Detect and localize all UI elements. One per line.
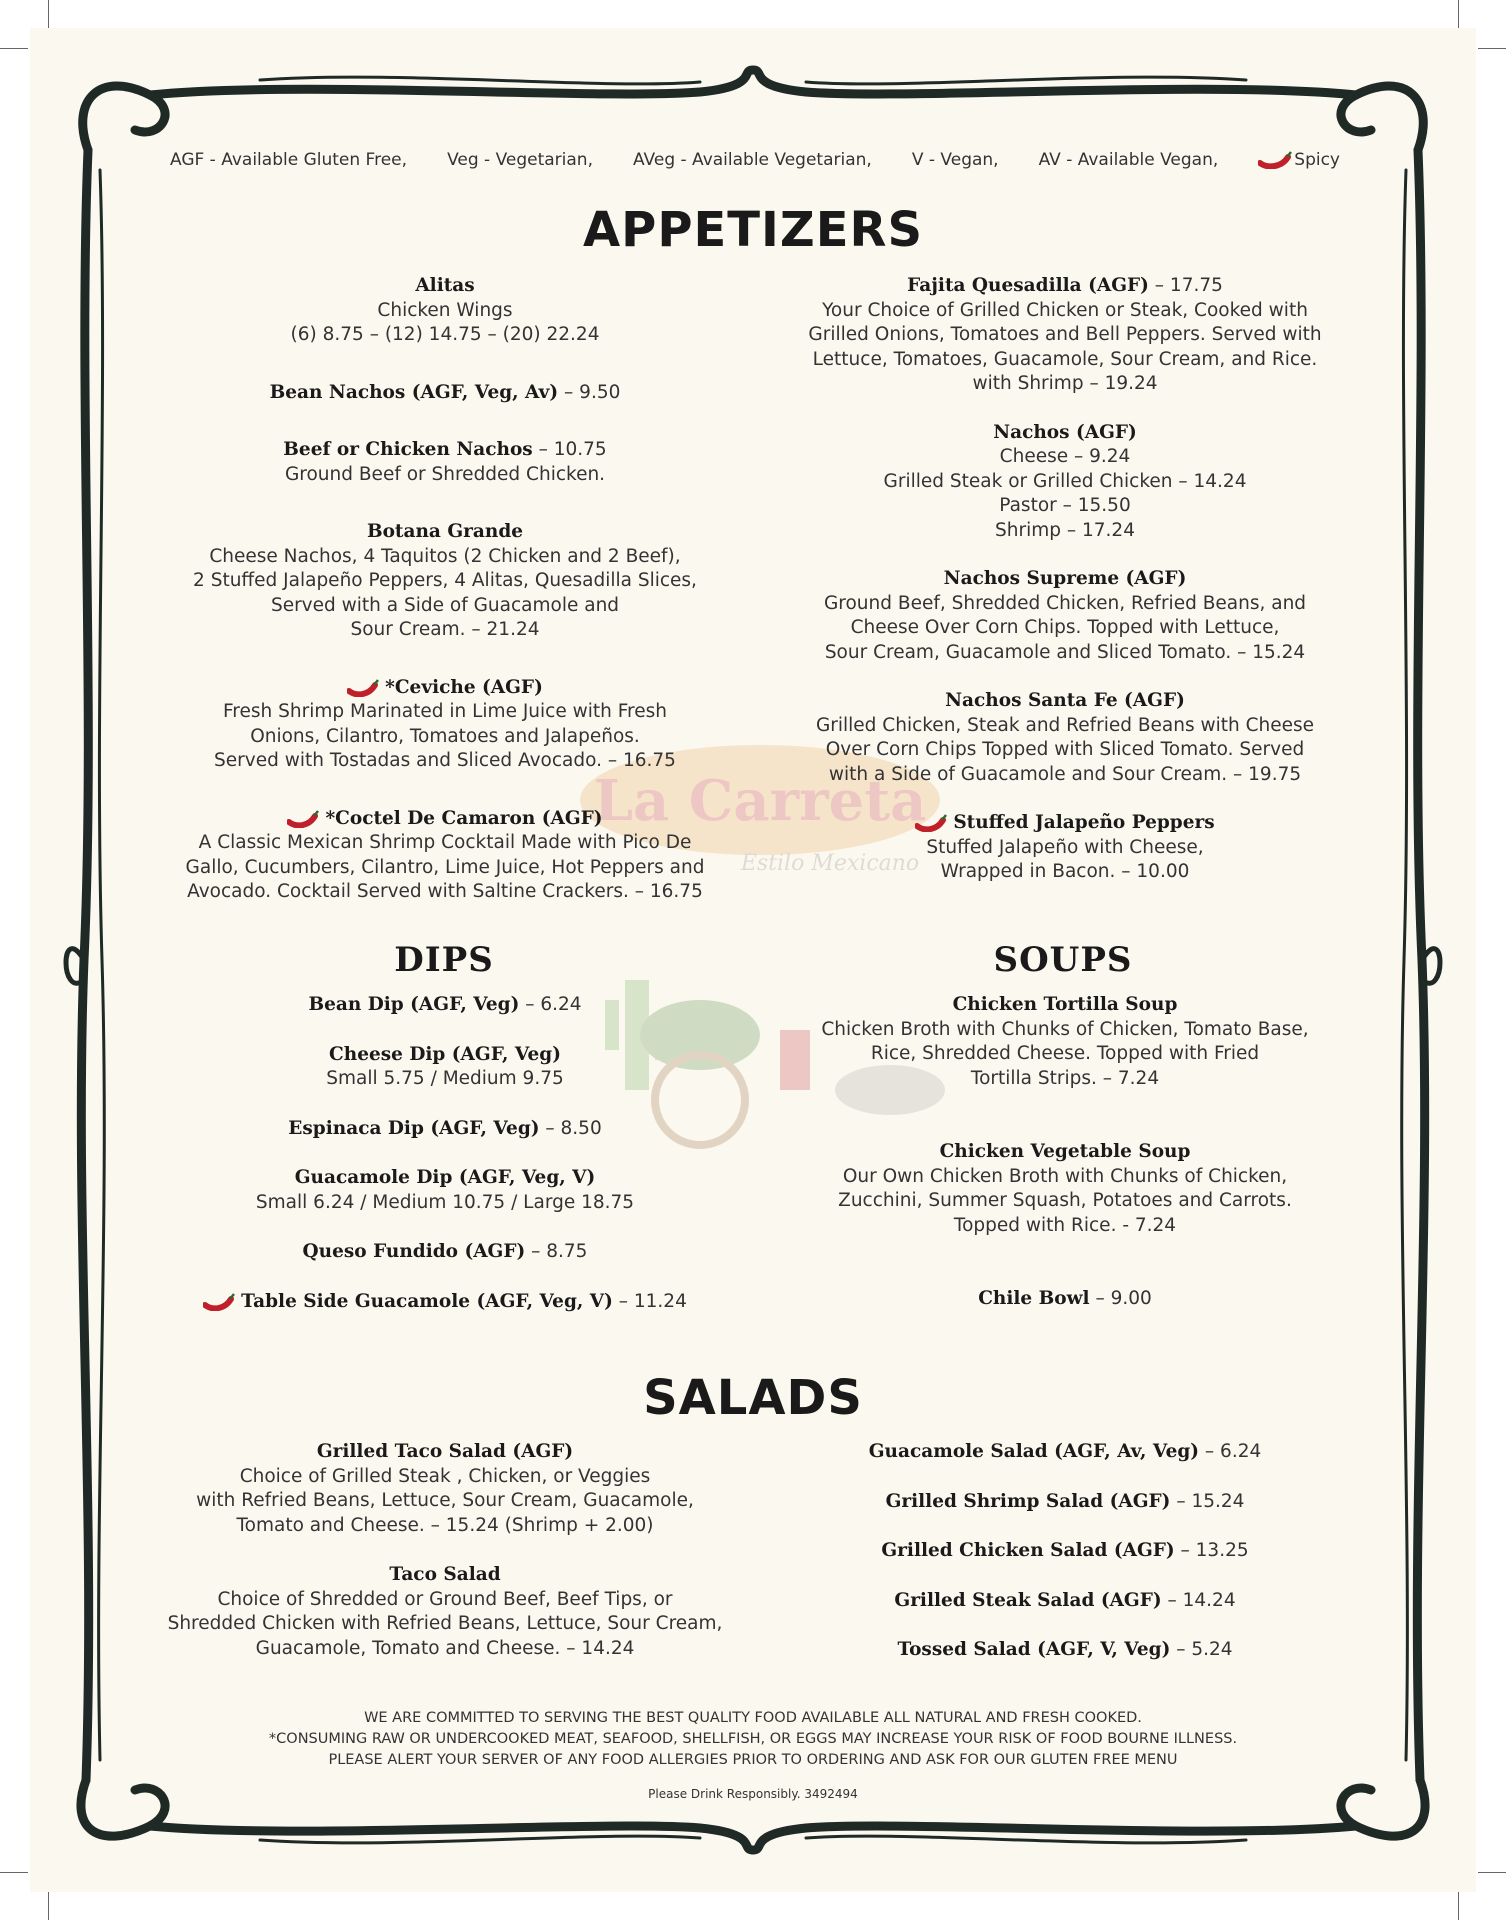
menu-item bbox=[140, 1166, 750, 1215]
menu-item-description: Ground Beef or Shredded Chicken. bbox=[284, 463, 606, 485]
menu-item-description: Chicken Wings bbox=[377, 299, 513, 321]
menu-item-header bbox=[760, 1638, 1370, 1663]
menu-item-description: Fresh Shrimp Marinated in Lime Juice with Fresh bbox=[223, 701, 667, 722]
menu-item-header bbox=[140, 274, 750, 299]
menu-item bbox=[140, 381, 750, 406]
footer-line-quality: WE ARE COMMITTED TO SERVING THE BEST QUALITY FOOD AVAILABLE ALL NATURAL AND FRESH COOKED. bbox=[364, 1710, 1142, 1726]
menu-item-name: Bean Dip (AGF, Veg) bbox=[308, 994, 520, 1015]
menu-item-description: Served with a Side of Guacamole and bbox=[270, 594, 620, 616]
chili-pepper-icon bbox=[347, 679, 379, 697]
chili-pepper-icon bbox=[203, 1293, 235, 1311]
soups-column bbox=[760, 993, 1370, 1312]
menu-item-description: Served with Tostadas and Sliced Avocado. – 16.75 bbox=[214, 750, 676, 771]
menu-item-name: Nachos Santa Fe (AGF) bbox=[945, 690, 1185, 711]
drink-responsibly: Please Drink Responsibly. 3492494 bbox=[648, 1787, 858, 1801]
menu-item bbox=[140, 1117, 750, 1142]
menu-item bbox=[140, 520, 750, 643]
menu-item bbox=[140, 1043, 750, 1092]
menu-item bbox=[140, 993, 750, 1018]
menu-item-name: Alitas bbox=[415, 275, 475, 296]
menu-item-description: Zucchini, Summer Squash, Potatoes and Carrots. bbox=[838, 1190, 1292, 1211]
menu-item bbox=[760, 811, 1370, 885]
menu-item-price: – 13.25 bbox=[1174, 1540, 1249, 1561]
menu-item-header bbox=[760, 421, 1370, 446]
menu-item-header bbox=[140, 1043, 750, 1068]
menu-item-name: Beef or Chicken Nachos bbox=[283, 439, 533, 460]
menu-item-header bbox=[140, 1290, 750, 1315]
menu-item-header bbox=[760, 1287, 1370, 1312]
svg-text:Estilo Mexicano: Estilo Mexicano bbox=[740, 851, 920, 876]
menu-item-header bbox=[140, 807, 750, 832]
menu-item bbox=[760, 1287, 1370, 1312]
menu-item-description: Sour Cream. – 21.24 bbox=[350, 619, 540, 640]
menu-item-header bbox=[760, 1140, 1370, 1165]
menu-item-header bbox=[760, 567, 1370, 592]
menu-item-name: Guacamole Dip (AGF, Veg, V) bbox=[294, 1167, 596, 1188]
menu-item-description: with a Side of Guacamole and Sour Cream. – 19.75 bbox=[828, 763, 1302, 785]
menu-item-description: Cheese Nachos, 4 Taquitos (2 Chicken and 2 Beef), bbox=[209, 545, 681, 567]
menu-item-description: Grilled Steak or Grilled Chicken – 14.24 bbox=[883, 470, 1247, 492]
menu-item-description: Choice of Grilled Steak , Chicken, or Veggies bbox=[239, 1465, 651, 1487]
menu-item-name: Cheese Dip (AGF, Veg) bbox=[329, 1043, 561, 1065]
menu-item-name: Chile Bowl bbox=[978, 1288, 1090, 1309]
menu-item-price: – 8.50 bbox=[539, 1117, 602, 1139]
chili-pepper-icon bbox=[915, 814, 947, 832]
menu-item-description: Wrapped in Bacon. – 10.00 bbox=[940, 861, 1190, 882]
menu-item-description: Our Own Chicken Broth with Chunks of Chicken, bbox=[842, 1165, 1288, 1187]
menu-item-price: – 9.50 bbox=[558, 381, 621, 403]
menu-item-description: Chicken Broth with Chunks of Chicken, Tomato Base, bbox=[821, 1018, 1309, 1040]
menu-item-description: 2 Stuffed Jalapeño Peppers, 4 Alitas, Quesadilla Slices, bbox=[193, 570, 697, 591]
menu-item-name: Stuffed Jalapeño Peppers bbox=[953, 812, 1215, 833]
dietary-legend bbox=[170, 150, 1340, 170]
menu-item-header bbox=[760, 274, 1370, 299]
menu-item-description: A Classic Mexican Shrimp Cocktail Made with Pico De bbox=[198, 832, 692, 853]
menu-item-name: Chicken Tortilla Soup bbox=[952, 994, 1178, 1015]
menu-item-description: Small 5.75 / Medium 9.75 bbox=[326, 1068, 564, 1089]
menu-item-price: – 6.24 bbox=[1199, 1441, 1262, 1462]
footer-line-allergies: PLEASE ALERT YOUR SERVER OF ANY FOOD ALLERGIES PRIOR TO ORDERING AND ASK FOR OUR GLUTEN FREE MENU bbox=[328, 1752, 1178, 1768]
menu-item-description: Rice, Shredded Cheese. Topped with Fried bbox=[870, 1043, 1260, 1064]
menu-item-description: Onions, Cilantro, Tomatoes and Jalapeños. bbox=[250, 725, 640, 747]
dips-heading: DIPS bbox=[394, 940, 494, 980]
menu-item-name: Bean Nachos (AGF, Veg, Av) bbox=[269, 381, 559, 403]
menu-item-name: Taco Salad bbox=[389, 1564, 501, 1585]
menu-item-header bbox=[140, 1440, 750, 1465]
appetizers-right-column bbox=[760, 274, 1370, 885]
menu-item-price: – 5.24 bbox=[1170, 1639, 1233, 1660]
menu-item-name: Grilled Steak Salad (AGF) bbox=[894, 1589, 1162, 1611]
menu-item-description: Grilled Chicken, Steak and Refried Beans with Cheese bbox=[815, 714, 1315, 736]
chili-pepper-icon bbox=[287, 810, 319, 828]
svg-text:La Carreta: La Carreta bbox=[593, 768, 927, 834]
menu-item-description: Choice of Shredded or Ground Beef, Beef Tips, or bbox=[217, 1588, 673, 1610]
legend-v: V - Vegan, bbox=[911, 150, 999, 170]
menu-item-header bbox=[760, 811, 1370, 836]
menu-item-description: Topped with Rice. - 7.24 bbox=[953, 1214, 1177, 1236]
menu-item-name: Nachos Supreme (AGF) bbox=[943, 568, 1187, 589]
menu-item-header bbox=[140, 1240, 750, 1265]
menu-item-description: Avocado. Cocktail Served with Saltine Crackers. – 16.75 bbox=[187, 881, 703, 902]
menu-item bbox=[760, 1589, 1370, 1614]
menu-item-header bbox=[140, 676, 750, 701]
menu-item-description: Over Corn Chips Topped with Sliced Tomato. Served bbox=[825, 739, 1305, 760]
legend-veg: Veg - Vegetarian, bbox=[447, 150, 593, 170]
appetizers-heading: APPETIZERS bbox=[582, 202, 924, 258]
menu-item-description: Tortilla Strips. – 7.24 bbox=[970, 1067, 1160, 1089]
menu-item-description: Stuffed Jalapeño with Cheese, bbox=[926, 836, 1204, 858]
menu-item bbox=[140, 274, 750, 348]
menu-item-name: Queso Fundido (AGF) bbox=[302, 1241, 526, 1262]
menu-item-description: Gallo, Cucumbers, Cilantro, Lime Juice, Hot Peppers and bbox=[185, 856, 705, 878]
menu-item-header bbox=[760, 1440, 1370, 1465]
menu-item bbox=[760, 689, 1370, 787]
menu-item-description: Ground Beef, Shredded Chicken, Refried Beans, and bbox=[823, 592, 1307, 614]
menu-item bbox=[760, 1539, 1370, 1564]
menu-item-name: Grilled Taco Salad (AGF) bbox=[316, 1441, 574, 1462]
menu-item-header bbox=[140, 381, 750, 406]
menu-item-description: Cheese – 9.24 bbox=[999, 446, 1131, 467]
menu-item bbox=[760, 1638, 1370, 1663]
menu-item-price: – 15.24 bbox=[1170, 1490, 1245, 1512]
menu-item-header bbox=[760, 689, 1370, 714]
legend-spicy bbox=[1258, 150, 1340, 170]
menu-item-name: Grilled Chicken Salad (AGF) bbox=[881, 1540, 1175, 1561]
menu-item-name: *Ceviche (AGF) bbox=[385, 676, 543, 698]
soups-heading: SOUPS bbox=[993, 940, 1133, 980]
menu-item-header bbox=[140, 1563, 750, 1588]
menu-item-description: (6) 8.75 – (12) 14.75 – (20) 22.24 bbox=[290, 324, 600, 345]
menu-item-description: Small 6.24 / Medium 10.75 / Large 18.75 bbox=[255, 1191, 635, 1213]
menu-item-description: Lettuce, Tomatoes, Guacamole, Sour Cream, and Rice. bbox=[812, 348, 1318, 370]
menu-item bbox=[140, 1240, 750, 1265]
menu-item bbox=[760, 1140, 1370, 1238]
menu-item-price: – 9.00 bbox=[1089, 1288, 1152, 1309]
menu-item bbox=[760, 274, 1370, 397]
menu-item-name: Guacamole Salad (AGF, Av, Veg) bbox=[868, 1441, 1200, 1462]
menu-item-header bbox=[140, 1117, 750, 1142]
menu-item-price: – 14.24 bbox=[1161, 1589, 1236, 1611]
menu-item-description: with Shrimp – 19.24 bbox=[972, 373, 1158, 394]
menu-item bbox=[140, 1563, 750, 1661]
menu-item-header bbox=[140, 1166, 750, 1191]
salads-right-column bbox=[760, 1440, 1370, 1663]
menu-item-description: with Refried Beans, Lettuce, Sour Cream, Guacamole, bbox=[196, 1490, 694, 1511]
menu-item-description: Tomato and Cheese. – 15.24 (Shrimp + 2.00) bbox=[236, 1514, 654, 1536]
legend-aveg: AVeg - Available Vegetarian, bbox=[633, 150, 872, 170]
appetizers-left-column bbox=[140, 274, 750, 905]
menu-item bbox=[760, 993, 1370, 1091]
menu-item-description: Shredded Chicken with Refried Beans, Lettuce, Sour Cream, bbox=[167, 1613, 723, 1634]
menu-item-name: Tossed Salad (AGF, V, Veg) bbox=[897, 1639, 1171, 1660]
salads-left-column bbox=[140, 1440, 750, 1661]
menu-item-name: *Coctel De Camaron (AGF) bbox=[325, 807, 603, 829]
menu-item-name: Table Side Guacamole (AGF, Veg, V) bbox=[241, 1290, 613, 1312]
menu-item bbox=[140, 1440, 750, 1538]
footer-line-raw-warning: *CONSUMING RAW OR UNDERCOOKED MEAT, SEAFOOD, SHELLFISH, OR EGGS MAY INCREASE YOUR RISK OF FOOD BOURNE ILLNESS. bbox=[268, 1731, 1238, 1747]
menu-item bbox=[140, 807, 750, 905]
menu-item-description: Guacamole, Tomato and Cheese. – 14.24 bbox=[255, 1637, 635, 1659]
menu-item-description: Cheese Over Corn Chips. Topped with Lettuce, bbox=[850, 617, 1280, 638]
menu-item-description: Shrimp – 17.24 bbox=[995, 519, 1135, 541]
menu-item-price: – 17.75 bbox=[1148, 275, 1223, 296]
legend-av: AV - Available Vegan, bbox=[1038, 150, 1219, 170]
dips-column bbox=[140, 993, 750, 1314]
menu-item-name: Grilled Shrimp Salad (AGF) bbox=[885, 1490, 1171, 1512]
menu-item-name: Espinaca Dip (AGF, Veg) bbox=[288, 1117, 540, 1139]
menu-item-header bbox=[760, 1589, 1370, 1614]
menu-item bbox=[760, 421, 1370, 544]
menu-item-name: Nachos (AGF) bbox=[993, 421, 1137, 443]
footer-notice bbox=[0, 1708, 1506, 1771]
menu-item bbox=[760, 567, 1370, 665]
menu-item-description: Pastor – 15.50 bbox=[999, 495, 1131, 516]
menu-item bbox=[760, 1490, 1370, 1515]
menu-item bbox=[140, 438, 750, 487]
menu-item-header bbox=[760, 1539, 1370, 1564]
menu-item-description: Grilled Onions, Tomatoes and Bell Peppers. Served with bbox=[808, 324, 1322, 345]
menu-item-price: – 11.24 bbox=[612, 1290, 687, 1312]
salads-heading: SALADS bbox=[643, 1370, 863, 1426]
menu-item-header bbox=[140, 993, 750, 1018]
menu-item-name: Chicken Vegetable Soup bbox=[939, 1141, 1191, 1162]
menu-item-description: Your Choice of Grilled Chicken or Steak, Cooked with bbox=[822, 299, 1308, 321]
menu-item-price: – 8.75 bbox=[525, 1241, 588, 1262]
menu-item-header bbox=[140, 520, 750, 545]
menu-item-description: Sour Cream, Guacamole and Sliced Tomato. – 15.24 bbox=[824, 641, 1306, 663]
menu-item-header bbox=[140, 438, 750, 463]
menu-item-name: Botana Grande bbox=[366, 521, 524, 542]
legend-spicy-label: Spicy bbox=[1294, 150, 1340, 170]
chili-pepper-icon bbox=[1258, 151, 1292, 169]
menu-item-header bbox=[760, 1490, 1370, 1515]
menu-item-header bbox=[760, 993, 1370, 1018]
menu-item bbox=[760, 1440, 1370, 1465]
legend-agf: AGF - Available Gluten Free, bbox=[170, 150, 408, 170]
menu-item-name: Fajita Quesadilla (AGF) bbox=[907, 275, 1149, 296]
menu-item-price: – 6.24 bbox=[519, 994, 582, 1015]
menu-item bbox=[140, 676, 750, 774]
menu-item bbox=[140, 1290, 750, 1315]
menu-item-price: – 10.75 bbox=[532, 439, 607, 460]
